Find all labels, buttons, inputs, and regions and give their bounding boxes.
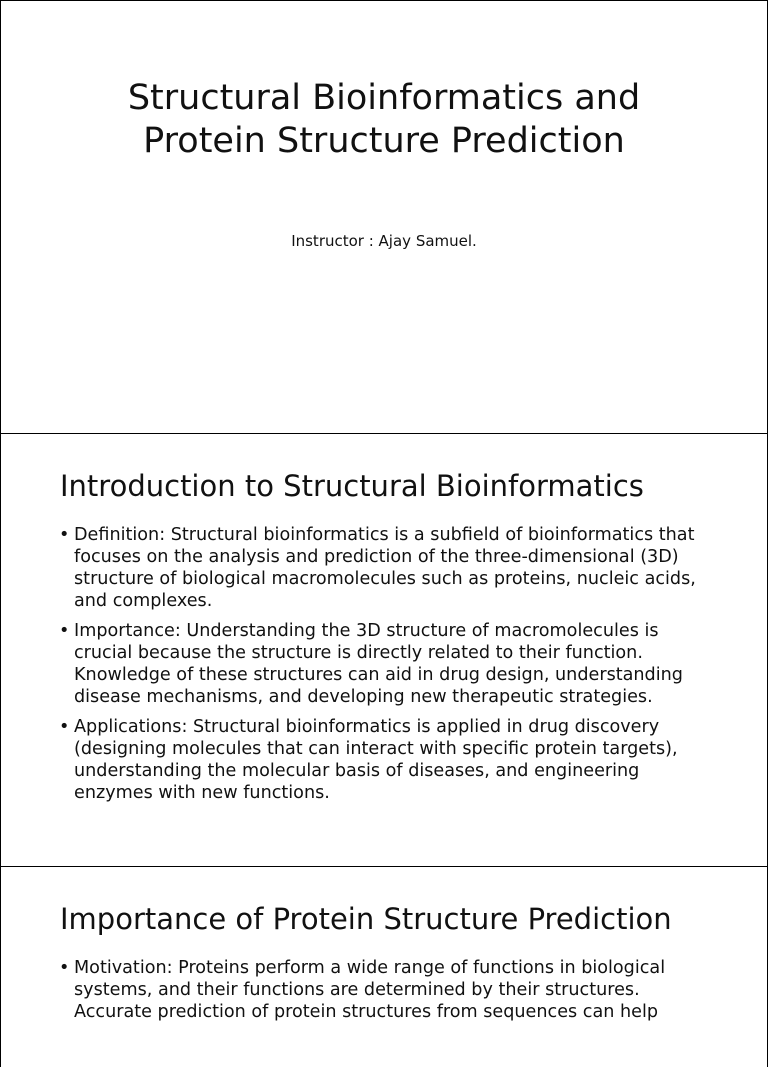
slide-importance [0, 866, 768, 1067]
bullet-marker: • [59, 621, 70, 641]
slide-3-bullet-list [59, 957, 711, 1031]
bullet-text: Applications: Structural bioinformatics is applied in drug discovery (designing molecules that can interact with specific protein targets), understanding the molecular basis of diseases, and engineering enzymes with new functions. [74, 717, 678, 803]
bullet-applications [59, 716, 711, 804]
bullet-marker: • [59, 958, 70, 978]
slide-3-title: Importance of Protein Structure Prediction [60, 902, 672, 936]
bullet-definition [59, 524, 711, 612]
bullet-importance [59, 620, 711, 708]
slide-2-title: Introduction to Structural Bioinformatics [60, 469, 644, 503]
bullet-marker: • [59, 525, 70, 545]
slide-introduction [0, 433, 768, 867]
instructor-name: Instructor : Ajay Samuel. [291, 232, 477, 250]
slide-title [0, 0, 768, 434]
slide-2-bullet-list [59, 524, 711, 812]
bullet-text: Definition: Structural bioinformatics is a subfield of bioinformatics that focuses on the analysis and prediction of the three-dimensional (3D) structure of biological macromolecules such as proteins, nucleic acids, and complexes. [74, 525, 696, 611]
bullet-text: Importance: Understanding the 3D structure of macromolecules is crucial because the structure is directly related to their function. Knowledge of these structures can aid in drug design, understanding disease mechanisms, and developing new therapeutic strategies. [74, 621, 683, 707]
presentation-title [1, 77, 767, 163]
presentation-title-line-1: Structural Bioinformatics and [127, 78, 641, 118]
presentation-title-line-2: Protein Structure Prediction [143, 121, 625, 161]
bullet-marker: • [59, 717, 70, 737]
bullet-motivation [59, 957, 711, 1023]
bullet-text: Motivation: Proteins perform a wide range of functions in biological systems, and their functions are determined by their structures. Accurate prediction of protein structures from sequences can help [74, 958, 666, 1022]
